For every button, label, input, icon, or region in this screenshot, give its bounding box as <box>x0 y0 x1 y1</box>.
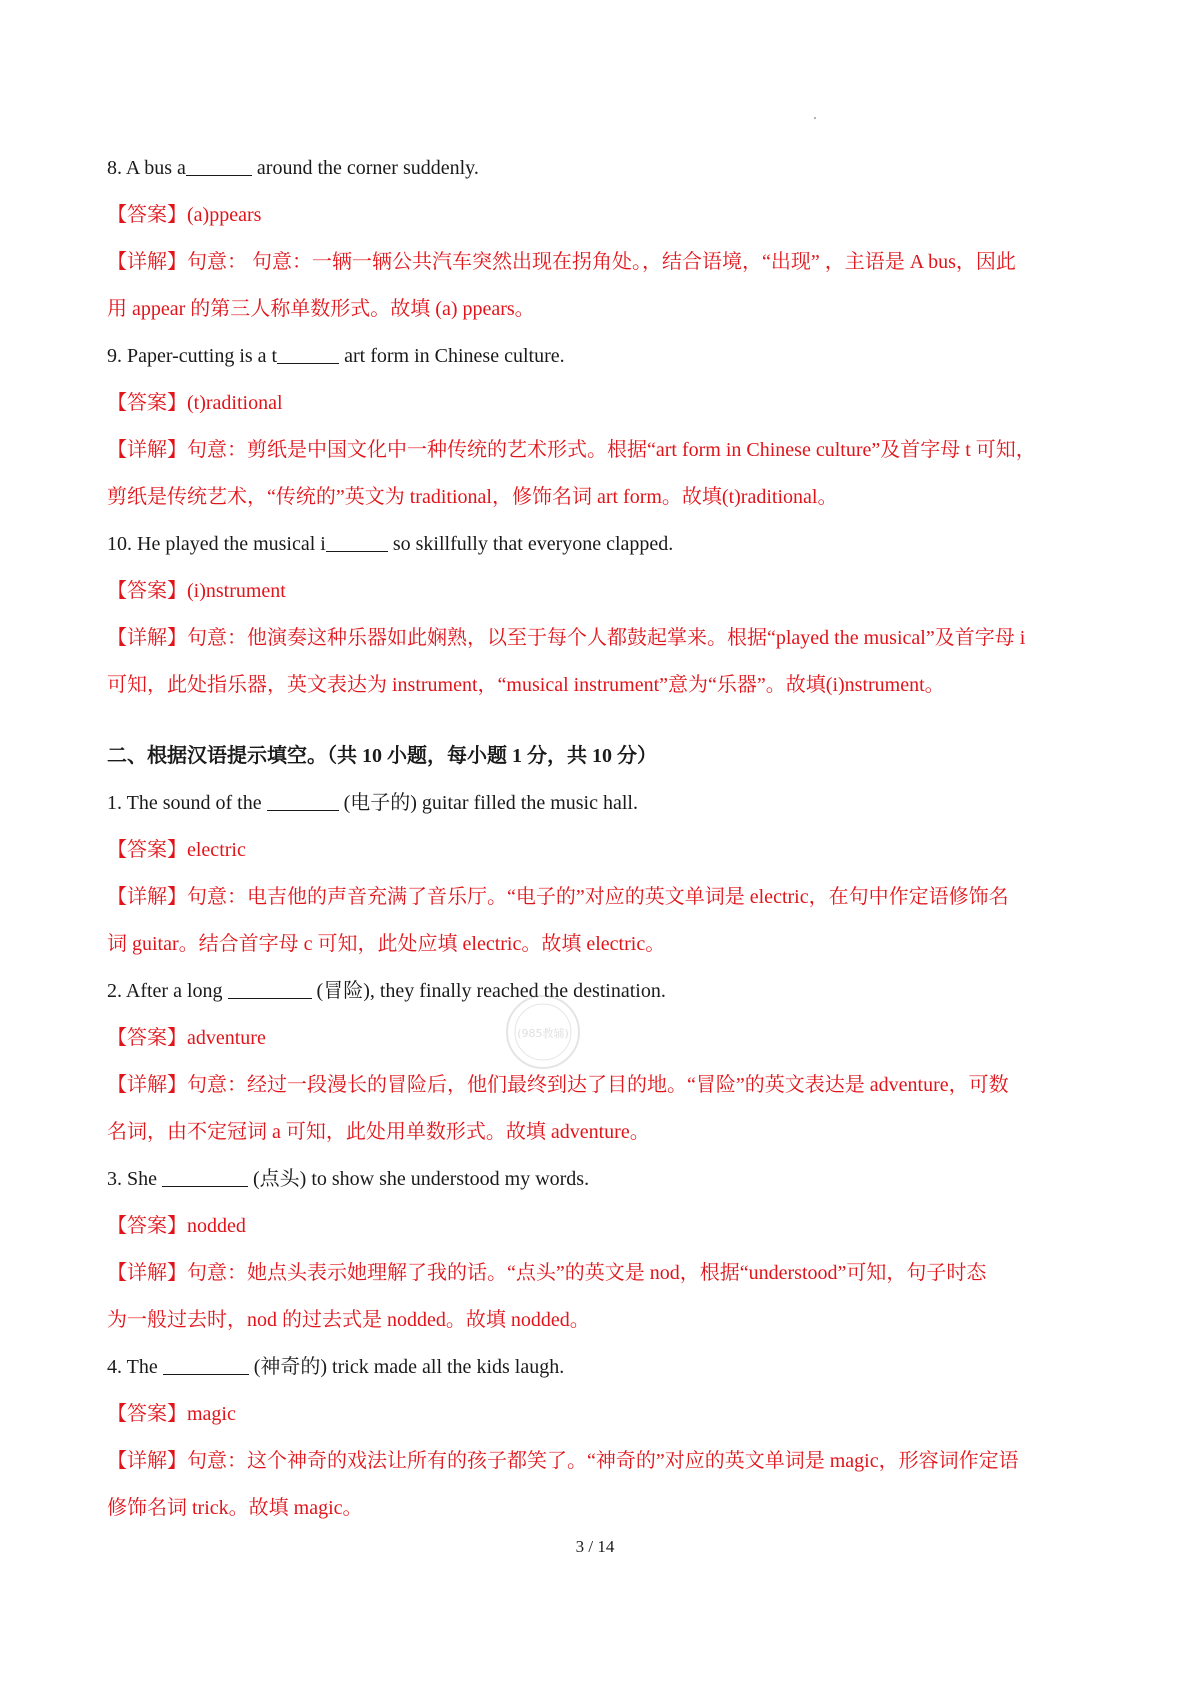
page-marker-dot <box>814 117 816 119</box>
detail-line <box>107 239 1087 286</box>
answer-tag: 【答案】 <box>107 839 187 861</box>
question-line <box>107 1156 1087 1203</box>
question-line <box>107 333 1087 380</box>
detail-line <box>107 874 1087 921</box>
detail-line <box>107 1250 1087 1297</box>
question-prefix: 10. He played the musical i <box>107 533 326 555</box>
detail-tag: 【详解】 <box>107 627 187 649</box>
answer-tag: 【答案】 <box>107 392 187 414</box>
question-suffix: (电子的) guitar filled the music hall. <box>338 792 638 814</box>
question-line <box>107 780 1087 827</box>
answer-line <box>107 827 1087 874</box>
detail-line <box>107 1062 1087 1109</box>
answer-blank <box>162 1166 248 1187</box>
question-suffix: around the corner suddenly. <box>251 157 479 179</box>
answer-line <box>107 1203 1087 1250</box>
section-title: 二、根据汉语提示填空。（共 10 小题，每小题 1 分，共 10 分） <box>107 745 657 767</box>
question-prefix: 2. After a long <box>107 980 228 1002</box>
answer-text: magic <box>187 1403 236 1425</box>
question-prefix: 4. The <box>107 1356 163 1378</box>
answer-line <box>107 1391 1087 1438</box>
question-suffix: (点头) to show she understood my words. <box>248 1168 590 1190</box>
answer-line <box>107 192 1087 239</box>
detail-text: 句意：这个神奇的戏法让所有的孩子都笑了。“神奇的”对应的英文单词是 magic，形容词作定语 <box>187 1450 1019 1472</box>
question-line <box>107 1344 1087 1391</box>
answer-line <box>107 380 1087 427</box>
part1-item-9 <box>107 333 1087 521</box>
detail-tag: 【详解】 <box>107 1074 187 1096</box>
answer-blank <box>326 531 388 552</box>
answer-text: (i)nstrument <box>187 580 286 602</box>
answer-blank <box>267 790 339 811</box>
answer-tag: 【答案】 <box>107 1027 187 1049</box>
answer-line <box>107 568 1087 615</box>
question-prefix: 3. She <box>107 1168 162 1190</box>
section2-item-4 <box>107 1344 1087 1532</box>
answer-blank <box>163 1354 249 1375</box>
detail-line-2: 用 appear 的第三人称单数形式。故填 (a) ppears。 <box>107 298 535 320</box>
detail-tag: 【详解】 <box>107 251 187 273</box>
part1-item-8 <box>107 145 1087 333</box>
detail-text: 句意：电吉他的声音充满了音乐厅。“电子的”对应的英文单词是 electric，在句中作定语修饰名 <box>187 886 1009 908</box>
page-content <box>107 145 1087 1532</box>
detail-line-2: 修饰名词 trick。故填 magic。 <box>107 1497 363 1519</box>
detail-text: 句意： 句意：一辆一辆公共汽车突然出现在拐角处。，结合语境，“出现” ，主语是 A bus，因此 <box>187 251 1016 273</box>
question-prefix: 1. The sound of the <box>107 792 267 814</box>
detail-line-2: 为一般过去时，nod 的过去式是 nodded。故填 nodded。 <box>107 1309 590 1331</box>
page-number: 3 / 14 <box>575 1537 615 1556</box>
detail-tag: 【详解】 <box>107 886 187 908</box>
question-suffix: (神奇的) trick made all the kids laugh. <box>248 1356 565 1378</box>
watermark-stamp-icon <box>503 992 583 1072</box>
detail-line <box>107 1438 1087 1485</box>
answer-tag: 【答案】 <box>107 1215 187 1237</box>
answer-text: electric <box>187 839 246 861</box>
detail-line <box>107 615 1087 662</box>
detail-line-2: 剪纸是传统艺术，“传统的”英文为 traditional，修饰名词 art form。故填(t)raditional。 <box>107 486 838 508</box>
section2-item-3 <box>107 1156 1087 1344</box>
answer-text: (t)raditional <box>187 392 283 414</box>
answer-tag: 【答案】 <box>107 204 187 226</box>
detail-line <box>107 427 1087 474</box>
answer-blank <box>228 978 312 999</box>
answer-blank <box>186 155 252 176</box>
detail-tag: 【详解】 <box>107 1450 187 1472</box>
detail-line-2: 词 guitar。结合首字母 c 可知，此处应填 electric。故填 electric。 <box>107 933 666 955</box>
answer-line <box>107 1015 1087 1062</box>
question-prefix: 8. A bus a <box>107 157 186 179</box>
answer-tag: 【答案】 <box>107 1403 187 1425</box>
detail-text: 句意：经过一段漫长的冒险后，他们最终到达了目的地。“冒险”的英文表达是 adventure，可数 <box>187 1074 1009 1096</box>
detail-tag: 【详解】 <box>107 439 187 461</box>
detail-text: 句意：她点头表示她理解了我的话。“点头”的英文是 nod，根据“understood”可知，句子时态 <box>187 1262 987 1284</box>
answer-blank <box>277 343 339 364</box>
section2-item-1 <box>107 780 1087 968</box>
question-suffix: so skillfully that everyone clapped. <box>387 533 674 555</box>
answer-text: adventure <box>187 1027 266 1049</box>
question-line <box>107 968 1087 1015</box>
question-line <box>107 521 1087 568</box>
part1-item-10 <box>107 521 1087 709</box>
question-prefix: 9. Paper-cutting is a t <box>107 345 278 367</box>
question-suffix: art form in Chinese culture. <box>339 345 565 367</box>
question-suffix: (冒险), they finally reached the destination. <box>311 980 666 1002</box>
detail-line-2: 名词，由不定冠词 a 可知，此处用单数形式。故填 adventure。 <box>107 1121 650 1143</box>
answer-text: nodded <box>187 1215 246 1237</box>
question-line <box>107 145 1087 192</box>
detail-text: 句意：剪纸是中国文化中一种传统的艺术形式。根据“art form in Chinese culture”及首字母 t 可知， <box>187 439 1036 461</box>
stamp-text: (985教辅) <box>517 1027 569 1040</box>
detail-text: 句意：他演奏这种乐器如此娴熟，以至于每个人都鼓起掌来。根据“played the musical”及首字母 i <box>187 627 1026 649</box>
section2-item-2 <box>107 968 1087 1156</box>
answer-text: (a)ppears <box>187 204 262 226</box>
detail-line-2: 可知，此处指乐器，英文表达为 instrument，“musical instrument”意为“乐器”。故填(i)nstrument。 <box>107 674 945 696</box>
detail-tag: 【详解】 <box>107 1262 187 1284</box>
answer-tag: 【答案】 <box>107 580 187 602</box>
